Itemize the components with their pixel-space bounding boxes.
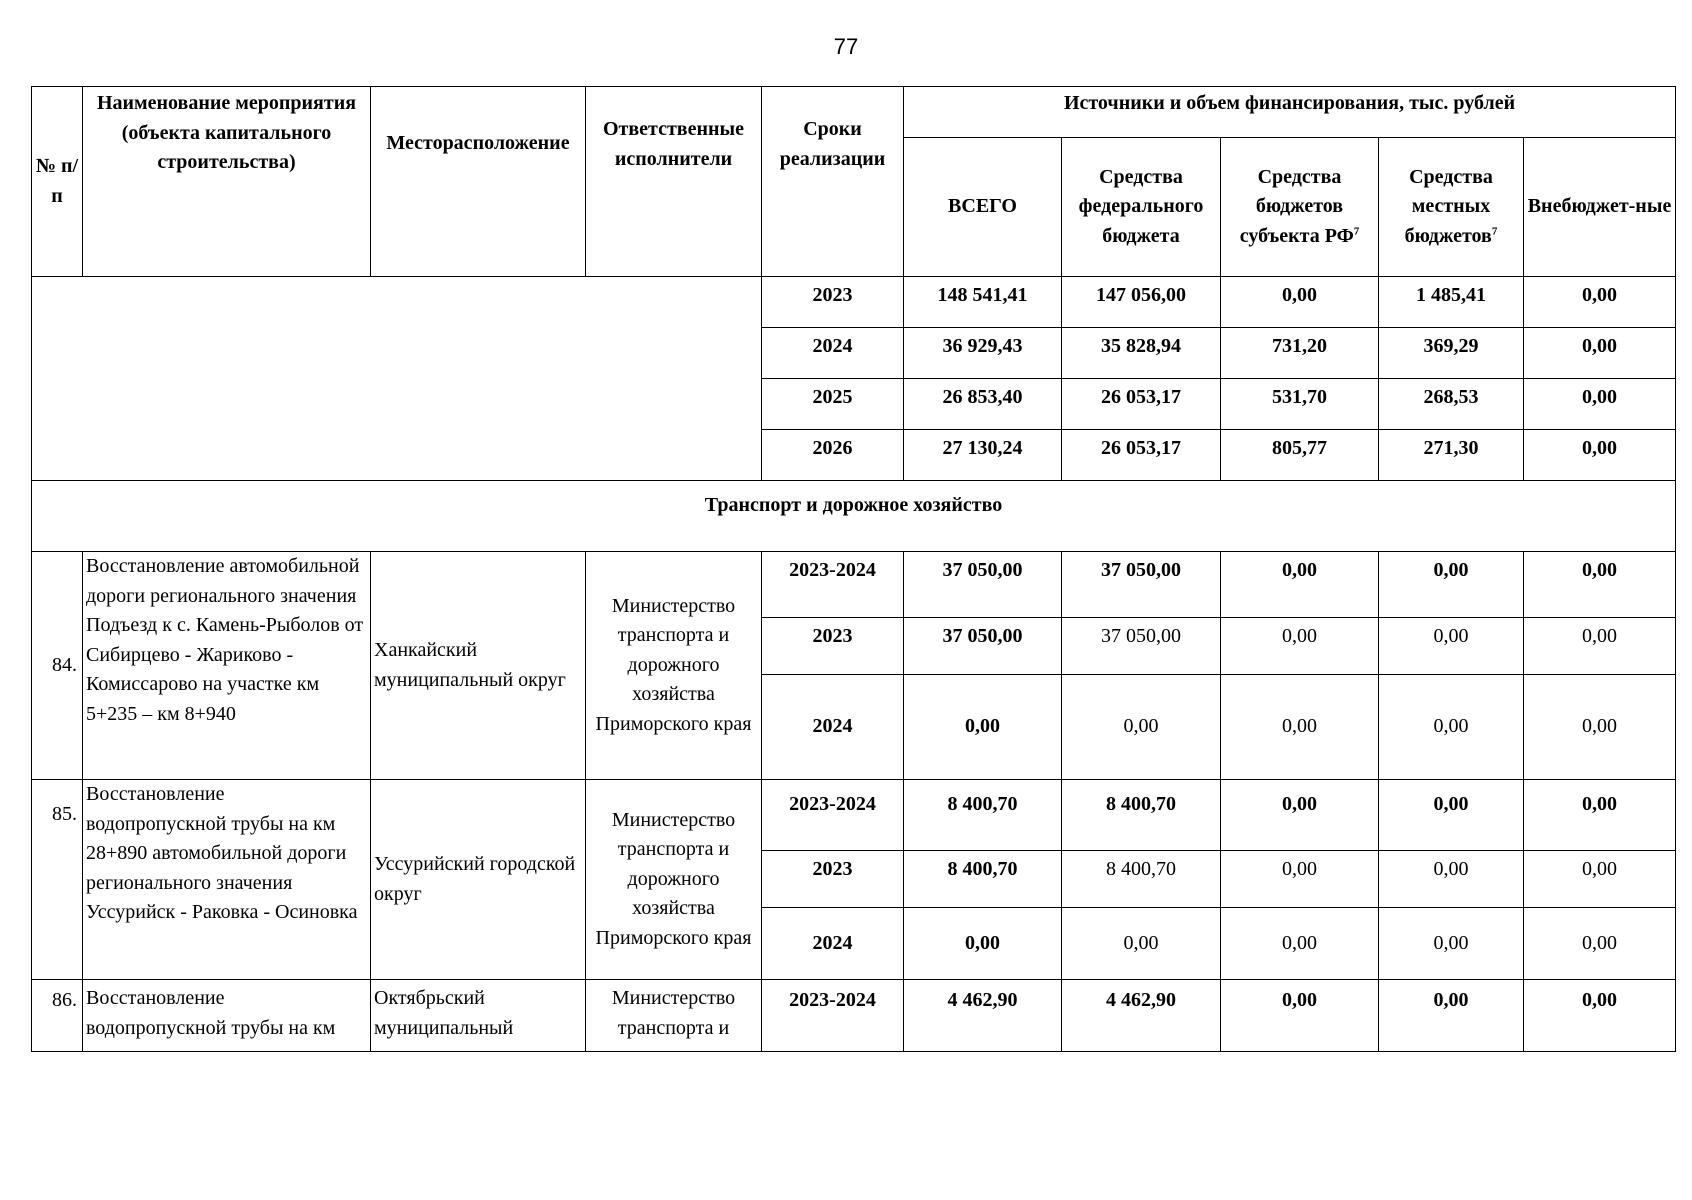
header-extra: Внебюджет-ные	[1524, 138, 1676, 277]
table-row	[32, 980, 1676, 1052]
header-responsible: Ответственные исполнители	[586, 87, 762, 277]
cell-extra: 0,00	[1524, 675, 1676, 780]
cell-local: 0,00	[1379, 980, 1524, 1052]
cell-total: 148 541,41	[904, 277, 1062, 328]
table-row	[32, 277, 1676, 328]
header-local: Средства местных бюджетов$^7$	[1379, 138, 1524, 277]
item-responsible: Министерство транспорта и дорожного хозяйства Приморского края	[586, 552, 762, 780]
cell-federal: 8 400,70	[1062, 851, 1221, 908]
cell-year: 2026	[762, 430, 904, 481]
page-number: 77	[833, 34, 859, 59]
cell-total: 37 050,00	[904, 552, 1062, 618]
cell-extra: 0,00	[1524, 379, 1676, 430]
cell-federal: 26 053,17	[1062, 379, 1221, 430]
cell-subject: 0,00	[1221, 675, 1379, 780]
cell-total: 27 130,24	[904, 430, 1062, 481]
cell-total: 8 400,70	[904, 851, 1062, 908]
cell-extra: 0,00	[1524, 277, 1676, 328]
cell-local: 0,00	[1379, 908, 1524, 980]
cell-subject: 0,00	[1221, 980, 1379, 1052]
cell-year: 2023	[762, 277, 904, 328]
cell-year: 2023-2024	[762, 552, 904, 618]
cell-total: 8 400,70	[904, 780, 1062, 851]
cell-year: 2023	[762, 851, 904, 908]
header-terms: Сроки реализации	[762, 87, 904, 277]
cell-year: 2024	[762, 908, 904, 980]
cell-federal: 4 462,90	[1062, 980, 1221, 1052]
item-location: Уссурийский городской округ	[371, 780, 586, 980]
cell-subject: 531,70	[1221, 379, 1379, 430]
cell-local: 0,00	[1379, 552, 1524, 618]
cell-year: 2023-2024	[762, 780, 904, 851]
cell-total: 0,00	[904, 675, 1062, 780]
header-name: Наименование мероприятия (объекта капитального строительства)	[83, 87, 371, 277]
cell-total: 26 853,40	[904, 379, 1062, 430]
empty-cell	[32, 277, 762, 481]
cell-extra: 0,00	[1524, 980, 1676, 1052]
cell-subject: 0,00	[1221, 851, 1379, 908]
cell-extra: 0,00	[1524, 780, 1676, 851]
table-row	[32, 780, 1676, 851]
cell-extra: 0,00	[1524, 552, 1676, 618]
header-subject: Средства бюджетов субъекта $РФ^7$	[1221, 138, 1379, 277]
cell-local: 268,53	[1379, 379, 1524, 430]
section-title: Транспорт и дорожное хозяйство	[32, 481, 1676, 552]
cell-subject: 0,00	[1221, 552, 1379, 618]
item-responsible: Министерство транспорта и дорожного хозяйства Приморского края	[586, 780, 762, 980]
cell-federal: 37 050,00	[1062, 552, 1221, 618]
cell-federal: 147 056,00	[1062, 277, 1221, 328]
cell-total: 36 929,43	[904, 328, 1062, 379]
funding-table	[31, 86, 1676, 1052]
cell-total: 37 050,00	[904, 618, 1062, 675]
header-federal: Средства федерального бюджета	[1062, 138, 1221, 277]
cell-extra: 0,00	[1524, 851, 1676, 908]
item-number: 84.	[32, 552, 83, 780]
cell-subject: 0,00	[1221, 277, 1379, 328]
cell-subject: 731,20	[1221, 328, 1379, 379]
header-total: ВСЕГО	[904, 138, 1062, 277]
cell-local: 1 485,41	[1379, 277, 1524, 328]
item-name: Восстановление водопропускной трубы на км	[83, 980, 371, 1052]
cell-total: 4 462,90	[904, 980, 1062, 1052]
item-name: Восстановление автомобильной дороги регионального значения Подъезд к с. Камень-Рыболов от Сибирцево - Жариково - Комиссарово на участке км 5+235 – км 8+940	[83, 552, 371, 780]
item-name: Восстановление водопропускной трубы на км 28+890 автомобильной дороги регионального значения Уссурийск - Раковка - Осиновка	[83, 780, 371, 980]
cell-federal: 0,00	[1062, 908, 1221, 980]
cell-total: 0,00	[904, 908, 1062, 980]
cell-local: 0,00	[1379, 675, 1524, 780]
item-number: 86.	[32, 980, 83, 1052]
item-number: 85.	[32, 780, 83, 980]
cell-year: 2024	[762, 328, 904, 379]
cell-subject: 0,00	[1221, 908, 1379, 980]
cell-extra: 0,00	[1524, 328, 1676, 379]
cell-local: 0,00	[1379, 780, 1524, 851]
cell-subject: 0,00	[1221, 780, 1379, 851]
cell-extra: 0,00	[1524, 618, 1676, 675]
cell-local: 0,00	[1379, 851, 1524, 908]
item-location: Октябрьский муниципальный	[371, 980, 586, 1052]
cell-extra: 0,00	[1524, 430, 1676, 481]
cell-federal: 26 053,17	[1062, 430, 1221, 481]
cell-federal: 37 050,00	[1062, 618, 1221, 675]
header-sources: Источники и объем финансирования, тыс. рублей	[904, 87, 1676, 138]
cell-subject: 805,77	[1221, 430, 1379, 481]
cell-federal: 0,00	[1062, 675, 1221, 780]
cell-subject: 0,00	[1221, 618, 1379, 675]
cell-year: 2025	[762, 379, 904, 430]
item-location: Ханкайский муниципальный округ	[371, 552, 586, 780]
cell-local: 0,00	[1379, 618, 1524, 675]
header-num: № п/п	[32, 87, 83, 277]
header-location: Месторасположение	[371, 87, 586, 277]
section-row	[32, 481, 1676, 552]
cell-federal: 8 400,70	[1062, 780, 1221, 851]
cell-year: 2023-2024	[762, 980, 904, 1052]
cell-extra: 0,00	[1524, 908, 1676, 980]
item-responsible: Министерство транспорта и	[586, 980, 762, 1052]
cell-year: 2023	[762, 618, 904, 675]
table-row	[32, 552, 1676, 618]
cell-federal: 35 828,94	[1062, 328, 1221, 379]
cell-year: 2024	[762, 675, 904, 780]
cell-local: 271,30	[1379, 430, 1524, 481]
cell-local: 369,29	[1379, 328, 1524, 379]
